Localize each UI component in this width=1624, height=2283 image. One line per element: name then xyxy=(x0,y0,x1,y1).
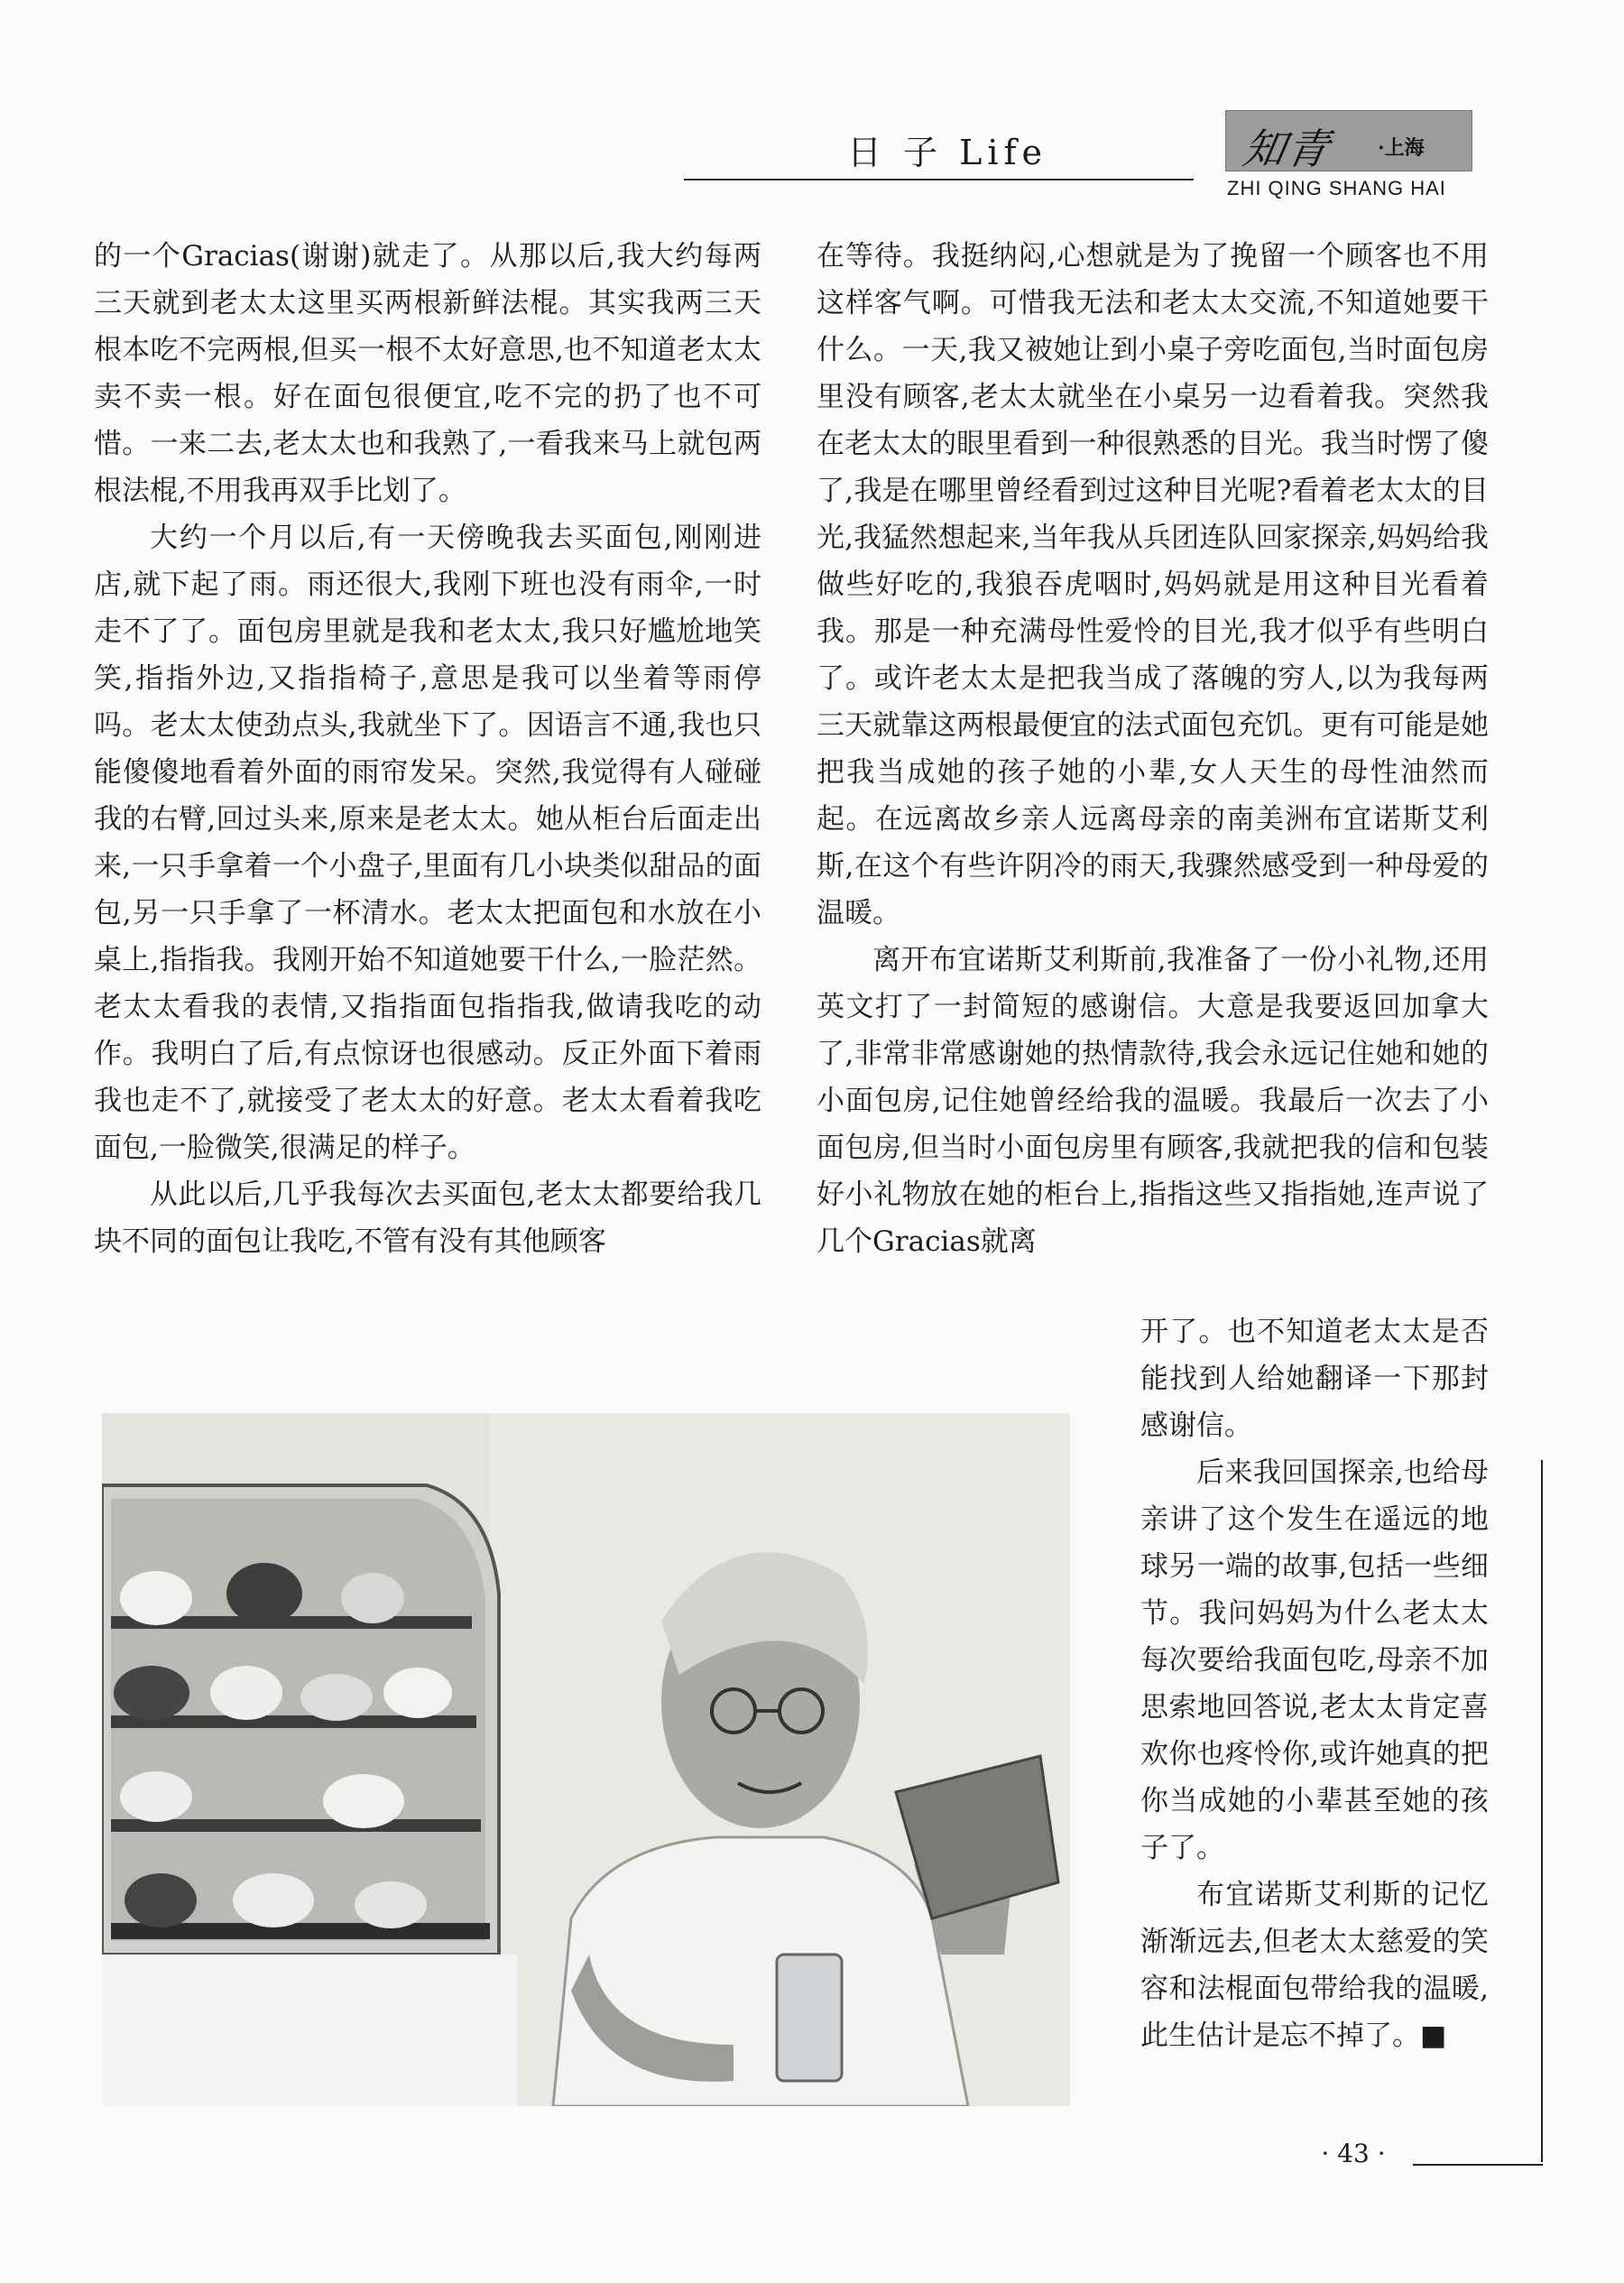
article-left-column xyxy=(94,233,761,1265)
paragraph: 的一个Gracias(谢谢)就走了。从那以后,我大约每两三天就到老太太这里买两根新鲜法棍。其实我两三天根本吃不完两根,但买一根不太好意思,也不知道老太太卖不卖一根。好在面包很便宜,吃不完的扔了也不可惜。一来二去,老太太也和我熟了,一看我来马上就包两根法棍,不用我再双手比划了。 xyxy=(94,240,761,507)
page-number: · 43 · xyxy=(1321,2139,1386,2168)
section-title: 日 子 Life xyxy=(846,133,1048,172)
paragraph: 布宜诺斯艾利斯的记忆渐渐远去,但老太太慈爱的笑容和法棍面包带给我的温暖,此生估计是忘不掉了。■ xyxy=(1140,1879,1489,2052)
paragraph: 从此以后,几乎我每次去买面包,老太太都要给我几块不同的面包让我吃,不管有没有其他顾客 xyxy=(94,1178,761,1258)
header-rule xyxy=(684,179,1194,180)
paragraph: 在等待。我挺纳闷,心想就是为了挽留一个顾客也不用这样客气啊。可惜我无法和老太太交流,不知道她要干什么。一天,我又被她让到小桌子旁吃面包,当时面包房里没有顾客,老太太就坐在小桌另一边看着我。突然我在老太太的眼里看到一种很熟悉的目光。我当时愣了傻了,我是在哪里曾经看到过这种目光呢?看着老太太的目光,我猛然想起来,当年我从兵团连队回家探亲,妈妈给我做些好吃的,我狼吞虎咽时,妈妈就是用这种目光看着我。那是一种充满母性爱怜的目光,我才似乎有些明白了。或许老太太是把我当成了落魄的穷人,以为我每两三天就靠这两根最便宜的法式面包充饥。更有可能是她把我当成她的孩子她的小辈,女人天生的母性油然而起。在远离故乡亲人远离母亲的南美洲布宜诺斯艾利斯,在这个有些许阴冷的雨天,我骤然感受到一种母爱的温暖。 xyxy=(817,240,1489,929)
article-narrow-column xyxy=(1140,1308,1489,2059)
decorative-rule xyxy=(1541,1460,1543,2162)
paragraph: 开了。也不知道老太太是否能找到人给她翻译一下那封感谢信。 xyxy=(1140,1316,1489,1442)
magazine-logo xyxy=(1225,110,1472,171)
decorative-rule xyxy=(1413,2164,1543,2166)
logo-main-text: 知青 xyxy=(1239,125,1335,173)
article-right-column xyxy=(817,233,1489,1265)
paragraph: 大约一个月以后,有一天傍晚我去买面包,刚刚进店,就下起了雨。雨还很大,我刚下班也没有雨伞,一时走不了了。面包房里就是我和老太太,我只好尴尬地笑笑,指指外边,又指指椅子,意思是我可以坐着等雨停吗。老太太使劲点头,我就坐下了。因语言不通,我也只能傻傻地看着外面的雨帘发呆。突然,我觉得有人碰碰我的右臂,回过头来,原来是老太太。她从柜台后面走出来,一只手拿着一个小盘子,里面有几小块类似甜品的面包,另一只手拿了一杯清水。老太太把面包和水放在小桌上,指指我。我刚开始不知道她要干什么,一脸茫然。老太太看我的表情,又指指面包指指我,做请我吃的动作。我明白了后,有点惊讶也很感动。反正外面下着雨我也走不了,就接受了老太太的好意。老太太看着我吃面包,一脸微笑,很满足的样子。 xyxy=(94,522,761,1164)
logo-pinyin: ZHI QING SHANG HAI xyxy=(1227,177,1446,199)
paragraph: 离开布宜诺斯艾利斯前,我准备了一份小礼物,还用英文打了一封简短的感谢信。大意是我要返回加拿大了,非常非常感谢她的热情款待,我会永远记住她和她的小面包房,记住她曾经给我的温暖。我最后一次去了小面包房,但当时小面包房里有顾客,我就把我的信和包装好小礼物放在她的柜台上,指指这些又指指她,连声说了几个Gracias就离 xyxy=(817,944,1489,1258)
article-photo xyxy=(102,1413,1070,2106)
logo-sub-text: ·上海 xyxy=(1378,136,1425,160)
paragraph: 后来我回国探亲,也给母亲讲了这个发生在遥远的地球另一端的故事,包括一些细节。我问妈妈为什么老太太每次要给我面包吃,母亲不加思索地回答说,老太太肯定喜欢你也疼怜你,或许她真的把你当成她的小辈甚至她的孩子了。 xyxy=(1140,1456,1489,1864)
cake-display-case xyxy=(102,1485,499,1955)
photo-illustration xyxy=(102,1413,1070,2106)
